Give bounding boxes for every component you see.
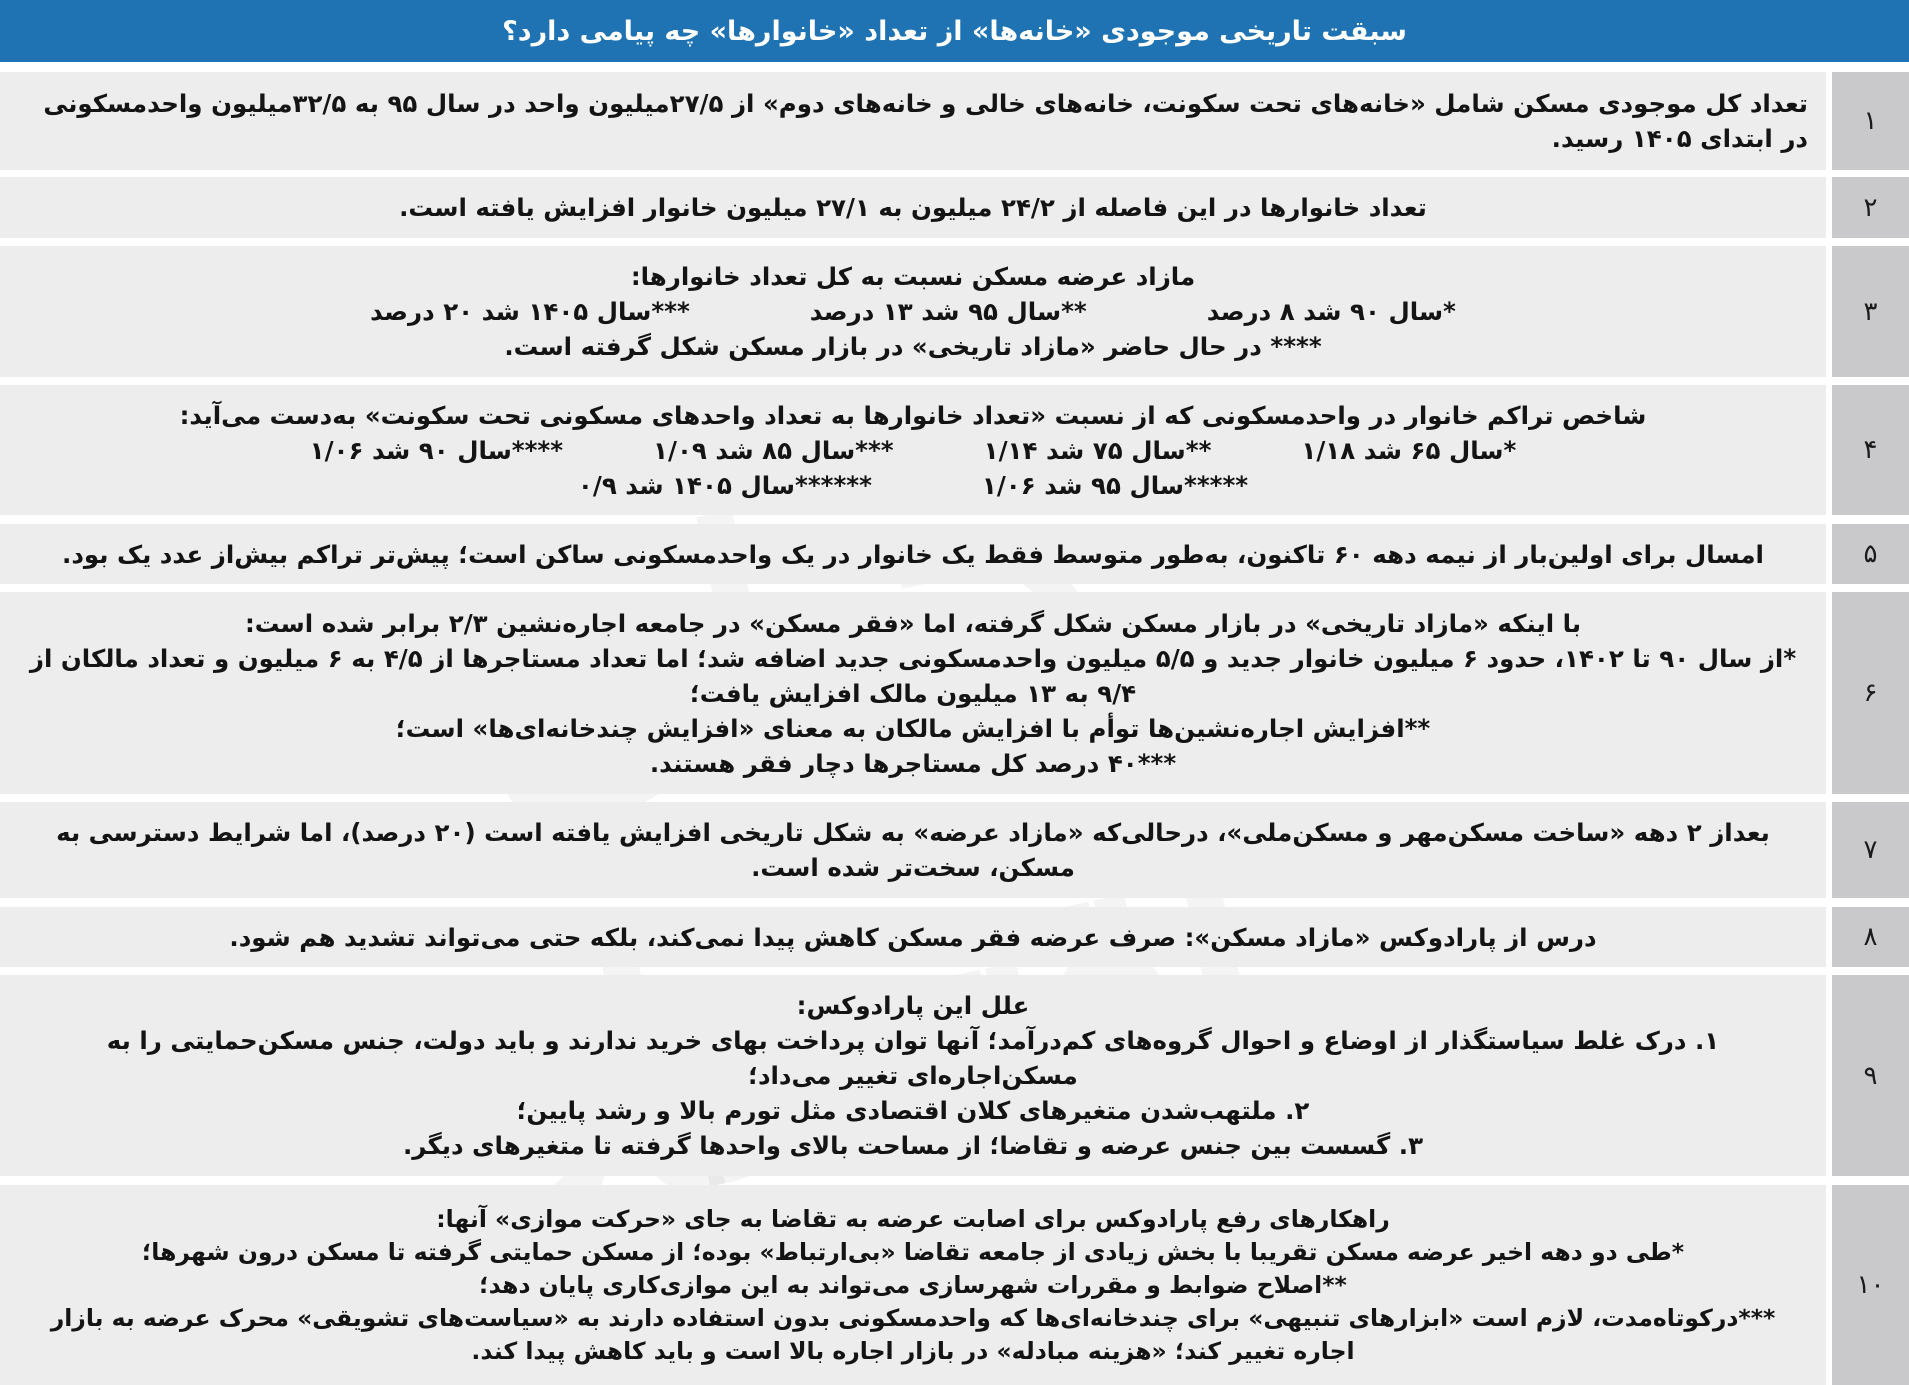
row-number: ۱ xyxy=(1832,72,1909,170)
table-row xyxy=(0,385,1909,515)
row-line: درس از پارادوکس «مازاد مسکن»: صرف عرضه فقر مسکن کاهش پیدا نمی‌کند، بلکه حتی می‌تواند تشدید هم شود. xyxy=(229,922,1597,952)
table-row xyxy=(0,177,1909,238)
row-text xyxy=(0,975,1832,1176)
row-text xyxy=(0,385,1832,515)
row-text xyxy=(0,72,1832,170)
row-number: ۷ xyxy=(1832,802,1909,898)
row-line: با اینکه «مازاد تاریخی» در بازار مسکن شکل گرفته، اما «فقر مسکن» در جامعه اجاره‌نشین ۲/۳ برابر شده است: xyxy=(244,608,1582,638)
row-line: ۲. ملتهب‌شدن متغیرهای کلان اقتصادی مثل تورم بالا و رشد پایین؛ xyxy=(516,1096,1310,1125)
row-column-item: *سال ۹۰ شد ۸ درصد xyxy=(1206,297,1456,326)
page-title: سبقت تاریخی موجودی «خانه‌ها» از تعداد «خانوارها» چه پیامی دارد؟ xyxy=(502,15,1407,47)
row-line: علل این پارادوکس: xyxy=(796,991,1030,1020)
row-number: ۶ xyxy=(1832,592,1909,794)
row-columns xyxy=(18,433,1808,468)
table-row xyxy=(0,592,1909,794)
table-row xyxy=(0,975,1909,1176)
row-line: *طی دو دهه اخیر عرضه مسکن تقریبا با بخش زیادی از جامعه تقاضا «بی‌ارتباط» بوده؛ از مسکن حمایتی گرفته تا مسکن درون شهرها؛ xyxy=(141,1237,1685,1266)
row-line: شاخص تراکم خانوار در واحدمسکونی که از نسبت «تعداد خانوارها به تعداد واحدهای مسکونی تحت سکونت» به‌دست می‌آید: xyxy=(179,400,1647,430)
row-number: ۴ xyxy=(1832,385,1909,515)
summary-table xyxy=(0,62,1909,1385)
row-line: ***۴۰ درصد کل مستاجرها دچار فقر هستند. xyxy=(649,748,1177,778)
row-number: ۲ xyxy=(1832,177,1909,238)
row-line: تعداد خانوارها در این فاصله از ۲۴/۲ میلیون به ۲۷/۱ میلیون خانوار افزایش یافته است. xyxy=(399,193,1427,222)
row-text xyxy=(0,592,1832,794)
row-line: **اصلاح ضوابط و مقررات شهرسازی می‌تواند به این موازی‌کاری پایان دهد؛ xyxy=(479,1270,1347,1299)
table-row xyxy=(0,524,1909,584)
row-columns xyxy=(18,468,1808,503)
row-text xyxy=(0,802,1832,898)
row-text xyxy=(0,177,1832,238)
row-column-item: *سال ۶۵ شد ۱/۱۸ xyxy=(1301,435,1517,465)
row-column-item: ***سال ۸۵ شد ۱/۰۹ xyxy=(653,435,894,465)
page-title-bar xyxy=(0,0,1909,62)
row-number: ۹ xyxy=(1832,975,1909,1176)
row-line: بعداز ۲ دهه «ساخت مسکن‌مهر و مسکن‌ملی»، درحالی‌که «مازاد عرضه» به شکل تاریخی افزایش یافته است (۲۰ درصد)، اما شرایط دسترسی به مسکن، سخت‌تر شده است. xyxy=(56,818,1770,882)
row-columns xyxy=(18,294,1808,329)
row-text xyxy=(0,1185,1832,1385)
table-row xyxy=(0,246,1909,377)
row-line: امسال برای اولین‌بار از نیمه دهه ۶۰ تاکنون، به‌طور متوسط فقط یک خانوار در یک واحدمسکونی ساکن است؛ پیش‌تر تراکم بیش‌از عدد یک بود. xyxy=(62,539,1764,569)
row-line: تعداد کل موجودی مسکن شامل «خانه‌های تحت سکونت، خانه‌های خالی و خانه‌های دوم» از ۲۷/۵میلیون واحد در سال ۹۵ به ۳۲/۵میلیون واحدمسکونی در ابتدای ۱۴۰۵ رسید. xyxy=(43,89,1808,153)
row-text xyxy=(0,524,1832,584)
row-line: مازاد عرضه مسکن نسبت به کل تعداد خانوارها: xyxy=(630,262,1196,291)
row-line: ***درکوتاه‌مدت، لازم است «ابزارهای تنبیهی» برای چندخانه‌ای‌ها که واحدمسکونی بدون استفاده دارند به «سیاست‌های تشویقی» محرک عرضه به بازار اجاره تغییر کند؛ «هزینه مبادله» در بازار اجاره بالا است و باید کاهش پیدا کند. xyxy=(50,1303,1776,1365)
row-number: ۱۰ xyxy=(1832,1185,1909,1385)
row-text xyxy=(0,246,1832,377)
row-column-item: ******سال ۱۴۰۵ شد ۰/۹ xyxy=(577,470,872,500)
row-column-item: *****سال ۹۵ شد ۱/۰۶ xyxy=(981,470,1249,500)
row-line: **** در حال حاضر «مازاد تاریخی» در بازار مسکن شکل گرفته است. xyxy=(504,332,1322,361)
row-column-item: ****سال ۹۰ شد ۱/۰۶ xyxy=(309,435,564,465)
table-row xyxy=(0,72,1909,170)
row-line: *از سال ۹۰ تا ۱۴۰۲، حدود ۶ میلیون خانوار جدید و ۵/۵ میلیون واحدمسکونی جدید اضافه شد؛ اما تعداد مستاجرها از ۴/۵ به ۶ میلیون و تعداد مالکان از ۹/۴ به ۱۳ میلیون مالک افزایش یافت؛ xyxy=(29,643,1797,708)
table-row xyxy=(0,1185,1909,1385)
row-line: **افزایش اجاره‌نشین‌ها توأم با افزایش مالکان به معنای «افزایش چندخانه‌ای‌ها» است؛ xyxy=(395,713,1431,743)
row-column-item: **سال ۹۵ شد ۱۳ درصد xyxy=(809,297,1087,326)
row-number: ۵ xyxy=(1832,524,1909,584)
row-line: ۱. درک غلط سیاستگذار از اوضاع و احوال گروه‌های کم‌درآمد؛ آنها توان پرداخت بهای خرید ندارند و باید دولت، جنس مسکن‌حمایتی را به مسکن‌اجاره‌ای تغییر می‌داد؛ xyxy=(106,1026,1720,1090)
row-column-item: ***سال ۱۴۰۵ شد ۲۰ درصد xyxy=(370,297,690,326)
row-line: ۳. گسست بین جنس عرضه و تقاضا؛ از مساحت بالای واحدها گرفته تا متغیرهای دیگر. xyxy=(402,1131,1424,1160)
row-text xyxy=(0,907,1832,967)
row-number: ۸ xyxy=(1832,907,1909,967)
row-number: ۳ xyxy=(1832,246,1909,377)
table-row xyxy=(0,907,1909,967)
row-line: راهکارهای رفع پارادوکس برای اصابت عرضه به تقاضا به جای «حرکت موازی» آنها: xyxy=(436,1204,1390,1233)
row-column-item: **سال ۷۵ شد ۱/۱۴ xyxy=(983,435,1212,465)
table-row xyxy=(0,802,1909,898)
